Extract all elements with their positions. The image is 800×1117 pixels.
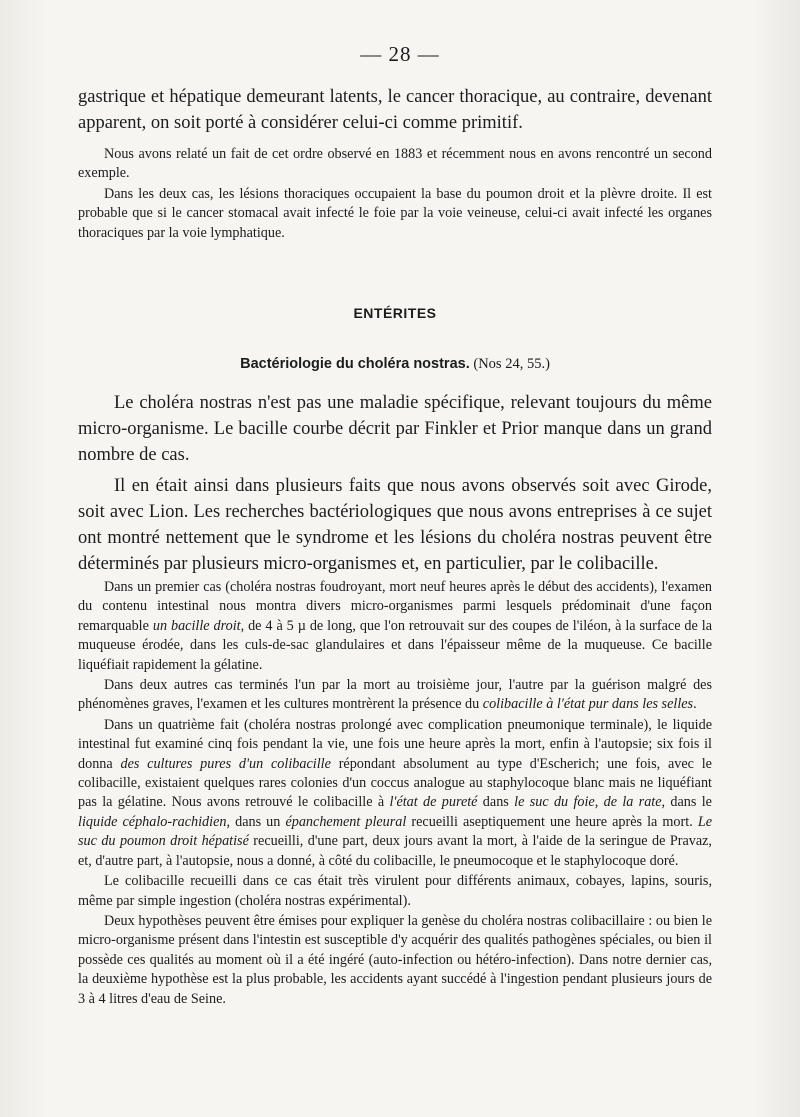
case-paragraph (78, 578, 712, 675)
subsection-reference: (Nos 24, 55.) (473, 356, 550, 372)
case-text: Dans un quatrième fait (choléra nostras prolongé avec complication pneumonique terminale), le liquide intestinal fut examiné cinq fois pendant la vie, une fois une heure après la mort, enfin à l'autopsie; six fois il donna (78, 716, 712, 772)
case-emphasis: épanchement pleural (285, 813, 407, 830)
case-emphasis: l'état de pureté (389, 794, 478, 811)
notes-block (78, 145, 712, 243)
case-text: dans (477, 794, 515, 811)
section-title: ENTÉRITES (353, 305, 437, 321)
case-text: , dans un (226, 813, 286, 830)
cases-block (78, 578, 712, 1009)
case-emphasis: le suc du foie, de la rate (514, 794, 662, 811)
case-text: , dans le (661, 794, 712, 811)
page-number: — 28 — (360, 42, 440, 66)
case-paragraph: Le colibacille recueilli dans ce cas était très virulent pour différents animaux, cobayes, lapins, souris, même par simple ingestion (choléra nostras expérimental). (78, 873, 712, 909)
intro-paragraph: gastrique et hépatique demeurant latents, le cancer thoracique, au contraire, devenant apparent, on soit porté à considérer celui-ci comme primitif. (78, 87, 712, 133)
main-paragraph: Il en était ainsi dans plusieurs faits que nous avons observés soit avec Girode, soit avec Lion. Les recherches bactériologiques que nous avons entreprises à ce sujet ont montré nettement que le syndrome et les lésions du choléra nostras peuvent être déterminés par plusieurs micro-organismes et, en particulier, par le colibacille. (78, 476, 712, 574)
case-text: Dans deux autres cas terminés l'un par la mort au troisième jour, l'autre par la guérison malgré des phénomènes graves, l'examen et les cultures montrèrent la présence du (78, 677, 712, 713)
case-text: Dans un premier cas (choléra nostras foudroyant, mort neuf heures après le début des accidents), l'examen du contenu intestinal nous montra divers micro-organismes parmi lesquels prédominait d'une façon remarquable (78, 579, 712, 634)
case-text: recueilli, d'une part, deux jours avant la mort, à l'aide de la seringue de Pravaz, et, d'autre part, à l'autopsie, nous a donné, à côté du colibacille, le pneumocoque et le staphylocoque doré. (78, 833, 712, 869)
subsection-title: Bactériologie du choléra nostras. (240, 356, 470, 372)
case-paragraph (78, 716, 712, 871)
main-text-block (78, 390, 712, 577)
main-paragraph: Le choléra nostras n'est pas une maladie spécifique, relevant toujours du même micro-organisme. Le bacille courbe décrit par Finkler et Prior manque dans un grand nombre de cas. (78, 393, 712, 465)
case-paragraph: Deux hypothèses peuvent être émises pour expliquer la genèse du choléra nostras colibacillaire : ou bien le micro-organisme présent dans l'intestin est susceptible d'y acquérir des qualités pathogènes spéciales, ou bien il possède ces qualités au moment où il a été ingéré (auto-infection ou hétéro-infection). Dans notre dernier cas, la deuxième hypothèse est la plus probable, les accidents ayant succédé à l'ingestion pendant plusieurs jours de 3 à 4 litres d'eau de Seine. (78, 912, 712, 1007)
case-text: répondant absolument au type d'Escherich; une fois, avec le colibacille, existaient quelques rares colonies d'un coccus analogue au staphylocoque blanc mais ne liquéfiant pas la gélatine. Nous avons retrouvé le colibacille à (78, 755, 712, 811)
note-paragraph: Dans les deux cas, les lésions thoraciques occupaient la base du poumon droit et la plèvre droite. Il est probable que si le cancer stomacal avait infecté le foie par la voie veineuse, celui-ci avait infecté les organes thoraciques par la voie lymphatique. (78, 185, 712, 241)
case-emphasis: un bacille droit (152, 617, 241, 634)
case-text: . (693, 696, 697, 713)
note-paragraph: Nous avons relaté un fait de cet ordre observé en 1883 et récemment nous en avons rencontré un second exemple. (78, 146, 712, 182)
case-emphasis: Le suc du poumon droit hépatisé (78, 813, 712, 850)
case-emphasis: liquide céphalo-rachidien (78, 813, 227, 830)
case-text: , de 4 à 5 µ de long, que l'on retrouvait sur des coupes de l'iléon, à la surface de la muqueuse érodée, dans les culs-de-sac glandulaires et dans l'épaisseur même de la muqueuse. Ce bacille liquéfiait rapidement la gélatine. (78, 617, 712, 673)
intro-block (78, 84, 712, 136)
case-emphasis: colibacille à l'état pur dans les selles (482, 696, 694, 713)
case-text: recueilli aseptiquement une heure après la mort. (406, 813, 698, 830)
subsection-heading (78, 356, 712, 373)
case-emphasis: des cultures pures d'un colibacille (120, 755, 331, 772)
case-paragraph (78, 676, 712, 715)
